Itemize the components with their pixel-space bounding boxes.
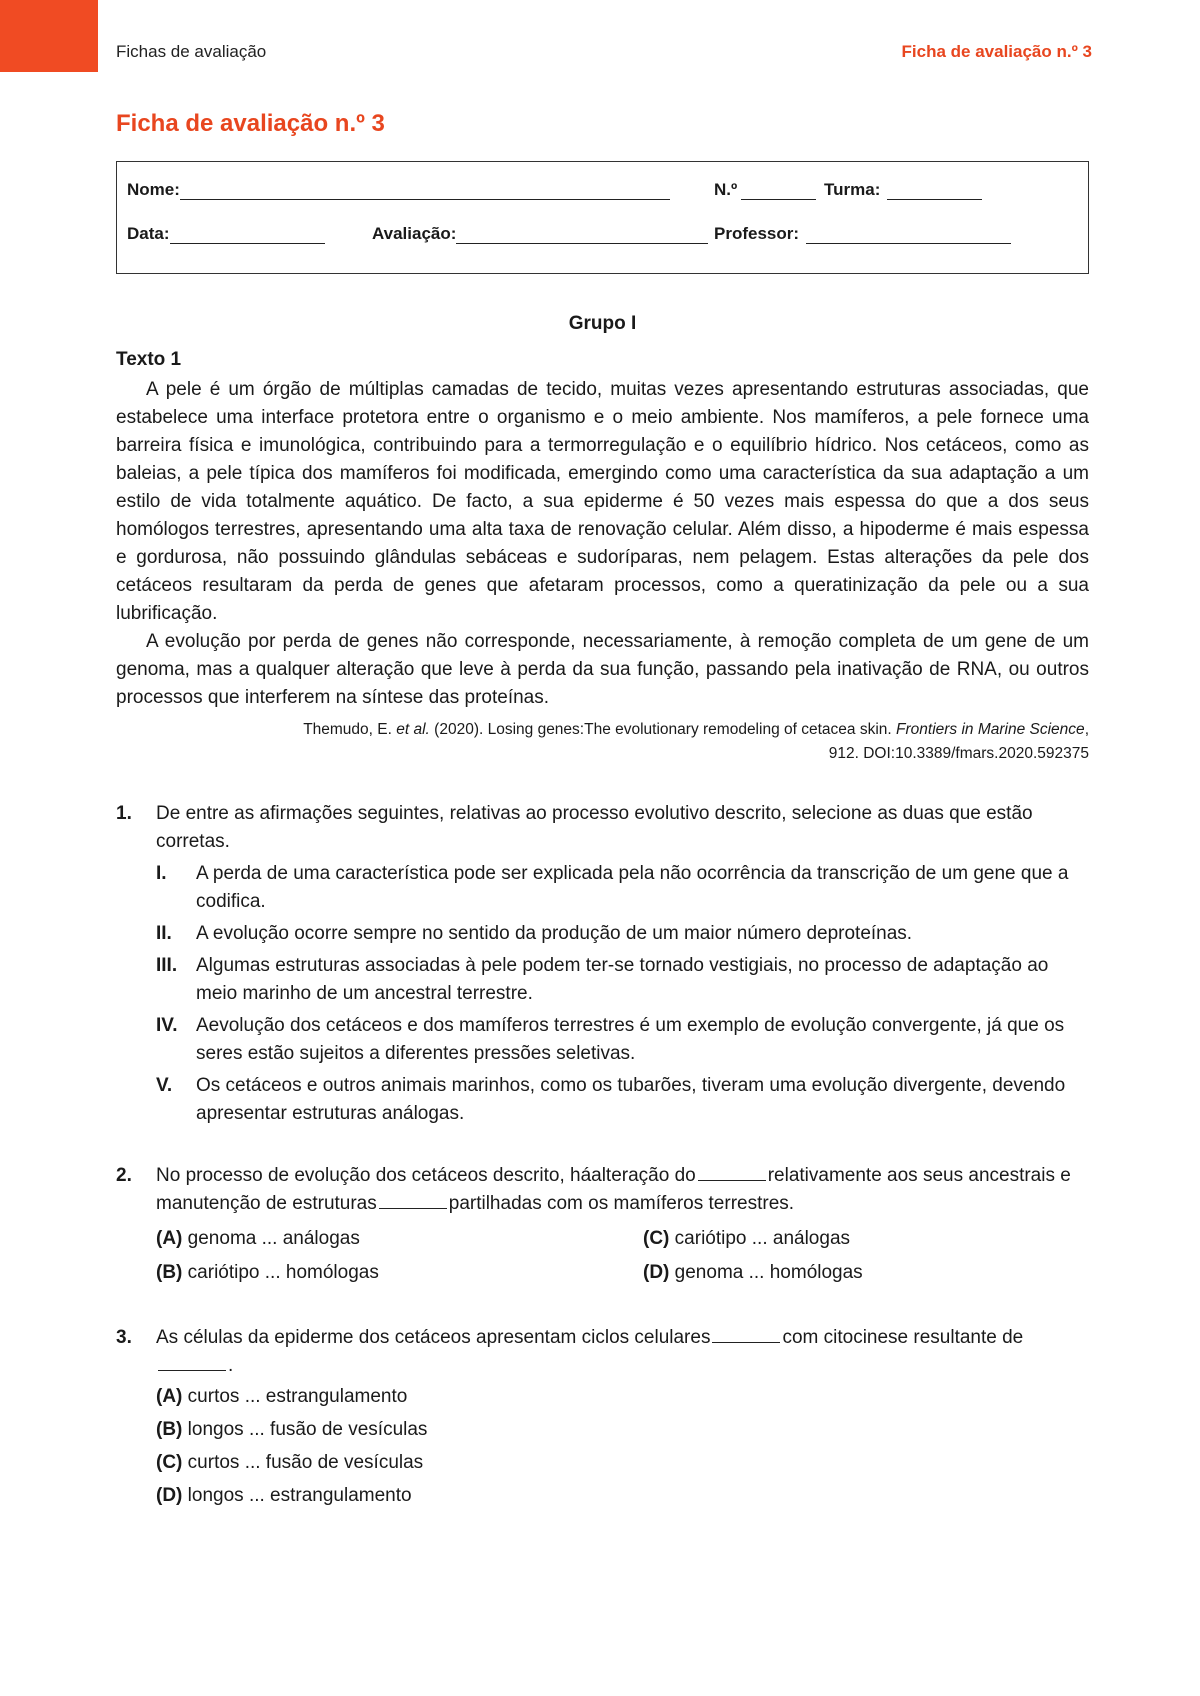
option-item[interactable] [156, 1222, 643, 1256]
option-item[interactable] [156, 1446, 1089, 1479]
main-content [116, 310, 1089, 1512]
option-text: genoma ... análogas [187, 1228, 360, 1249]
question-2-options [156, 1222, 1089, 1290]
option-item[interactable] [156, 1380, 1089, 1413]
text-paragraph-1: A pele é um órgão de múltiplas camadas de tecido, muitas vezes apresentando estruturas associadas, que estabelece uma interface protetora entre o organismo e o meio ambiente. Nos mamíferos, a pele fornece uma barreira física e imunológica, contribuindo para a termorregulação e o equilíbrio hídrico. Nos cetáceos, como as baleias, a pele típica dos mamíferos foi modificada, emergindo como uma característica da sua adaptação a um estilo de vida totalmente aquático. De facto, a sua epiderme é 50 vezes mais espessa do que a dos seus homólogos terrestres, apresentando uma alta taxa de renovação celular. Além disso, a hipoderme é mais espessa e gordurosa, não possuindo glândulas sebáceas e sudoríparas, nem pelagem. Estas alterações da pele dos cetáceos resultaram da perda de genes que afetaram processos, como a queratinização da pele ou a sua lubrificação. [116, 379, 1089, 624]
answer-blank[interactable] [379, 1190, 447, 1209]
text-paragraph-2: A evolução por perda de genes não corresponde, necessariamente, à remoção completa de um gene de um genoma, mas a qualquer alteração que leve à perda da sua função, passando pela inativação de RNA, ou outros processos que interferem na síntese das proteínas. [116, 631, 1089, 708]
option-item[interactable] [643, 1222, 1089, 1256]
option-text: longos ... fusão de vesículas [187, 1419, 428, 1440]
question-2-text-part: partilhadas com os mamíferos terrestres. [448, 1193, 795, 1214]
statement-item[interactable] [156, 1072, 1089, 1128]
text-title: Texto 1 [116, 349, 182, 370]
statement-item[interactable] [156, 920, 1089, 948]
option-item[interactable] [156, 1413, 1089, 1446]
option-letter: (A) [156, 1228, 183, 1249]
page-title: Ficha de avaliação n.º 3 [116, 110, 385, 137]
name-line[interactable] [180, 183, 670, 200]
source-rest: 912. DOI:10.3389/fmars.2020.592375 [828, 745, 1089, 762]
date-line[interactable] [170, 227, 325, 244]
statement-text: Aevolução dos cetáceos e dos mamíferos terrestres é um exemplo de evolução convergente, já que os seres estão sujeitos a diferentes pressões seletivas. [196, 1015, 1065, 1064]
date-label: Data: [127, 224, 170, 243]
statement-number: III. [156, 955, 178, 976]
statement-text: Os cetáceos e outros animais marinhos, como os tubarões, tiveram uma evolução divergente, devendo apresentar estruturas análogas. [196, 1075, 1066, 1124]
question-3-text-part: As células da epiderme dos cetáceos apresentam ciclos celulares [156, 1327, 711, 1348]
statement-number: II. [156, 923, 172, 944]
option-letter: (B) [156, 1262, 183, 1283]
teacher-field[interactable] [714, 224, 1011, 244]
source-journal: Frontiers in Marine Science [896, 721, 1085, 738]
option-letter: (B) [156, 1419, 183, 1440]
number-label: N.º [714, 180, 738, 199]
question-2-text [156, 1162, 1089, 1218]
running-header-left: Fichas de avaliação [116, 42, 267, 61]
question-1-text: De entre as afirmações seguintes, relativas ao processo evolutivo descrito, selecione as duas que estão corretas. [156, 803, 1033, 852]
name-field[interactable] [127, 180, 670, 200]
question-3 [116, 1324, 1089, 1512]
option-text: curtos ... fusão de vesículas [187, 1452, 424, 1473]
number-field[interactable] [714, 180, 816, 200]
question-2 [116, 1162, 1089, 1290]
class-line[interactable] [887, 183, 982, 200]
source-title: (2020). Losing genes:The evolutionary remodeling of cetacea skin. [434, 721, 892, 738]
running-header-right: Ficha de avaliação n.º 3 [901, 42, 1092, 61]
answer-blank[interactable] [712, 1324, 780, 1343]
question-3-text [156, 1324, 1089, 1380]
teacher-label: Professor: [714, 224, 800, 243]
name-label: Nome: [127, 180, 180, 199]
option-item[interactable] [156, 1479, 1089, 1512]
statement-number: IV. [156, 1015, 178, 1036]
number-line[interactable] [741, 183, 816, 200]
option-letter: (C) [643, 1228, 670, 1249]
student-info-box [116, 161, 1089, 274]
question-3-text-part: com citocinese resultante de [782, 1327, 1024, 1348]
teacher-line[interactable] [806, 227, 1011, 244]
answer-blank[interactable] [158, 1352, 226, 1371]
statement-text: Algumas estruturas associadas à pele podem ter-se tornado vestigiais, no processo de adaptação ao meio marinho de um ancestral terrestre. [196, 955, 1049, 1004]
question-2-text-part: relativamente aos seus ancestrais e manutenção de estruturas [156, 1165, 1071, 1214]
statement-item[interactable] [156, 860, 1089, 916]
statement-item[interactable] [156, 1012, 1089, 1068]
option-text: genoma ... homólogas [674, 1262, 863, 1283]
question-2-number: 2. [116, 1165, 132, 1186]
evaluation-label: Avaliação: [372, 224, 457, 243]
class-label: Turma: [824, 180, 881, 199]
statement-number: I. [156, 863, 167, 884]
evaluation-field[interactable] [372, 224, 708, 244]
option-item[interactable] [643, 1256, 1089, 1290]
option-text: cariótipo ... homólogas [187, 1262, 379, 1283]
group-title: Grupo I [568, 313, 637, 334]
answer-blank[interactable] [698, 1162, 766, 1181]
option-text: cariótipo ... análogas [674, 1228, 851, 1249]
option-letter: (C) [156, 1452, 183, 1473]
option-letter: (D) [643, 1262, 670, 1283]
source-citation: Themudo, E. et al. (2020). Losing genes:The evolutionary remodeling of cetacea skin. Frontiers in Marine Science, 912. DOI:10.3389/fmars.2020.592375 [303, 721, 1089, 762]
statement-item[interactable] [156, 952, 1089, 1008]
option-text: longos ... estrangulamento [187, 1485, 412, 1506]
option-letter: (D) [156, 1485, 183, 1506]
source-etal: et al. [396, 721, 430, 738]
question-3-number: 3. [116, 1327, 132, 1348]
date-field[interactable] [127, 224, 325, 244]
option-letter: (A) [156, 1386, 183, 1407]
question-3-options [156, 1380, 1089, 1512]
corner-accent-block [0, 0, 98, 72]
evaluation-line[interactable] [456, 227, 708, 244]
question-1 [116, 800, 1089, 1128]
question-2-text-part: No processo de evolução dos cetáceos descrito, háalteração do [156, 1165, 696, 1186]
class-field[interactable] [824, 180, 982, 200]
source-author: Themudo, E. [303, 721, 392, 738]
statement-text: A evolução ocorre sempre no sentido da produção de um maior número deproteínas. [196, 923, 913, 944]
statement-number: V. [156, 1075, 173, 1096]
statement-text: A perda de uma característica pode ser explicada pela não ocorrência da transcrição de um gene que a codifica. [196, 863, 1069, 912]
option-item[interactable] [156, 1256, 643, 1290]
option-text: curtos ... estrangulamento [187, 1386, 408, 1407]
question-1-number: 1. [116, 803, 132, 824]
question-3-text-part: . [228, 1355, 234, 1376]
